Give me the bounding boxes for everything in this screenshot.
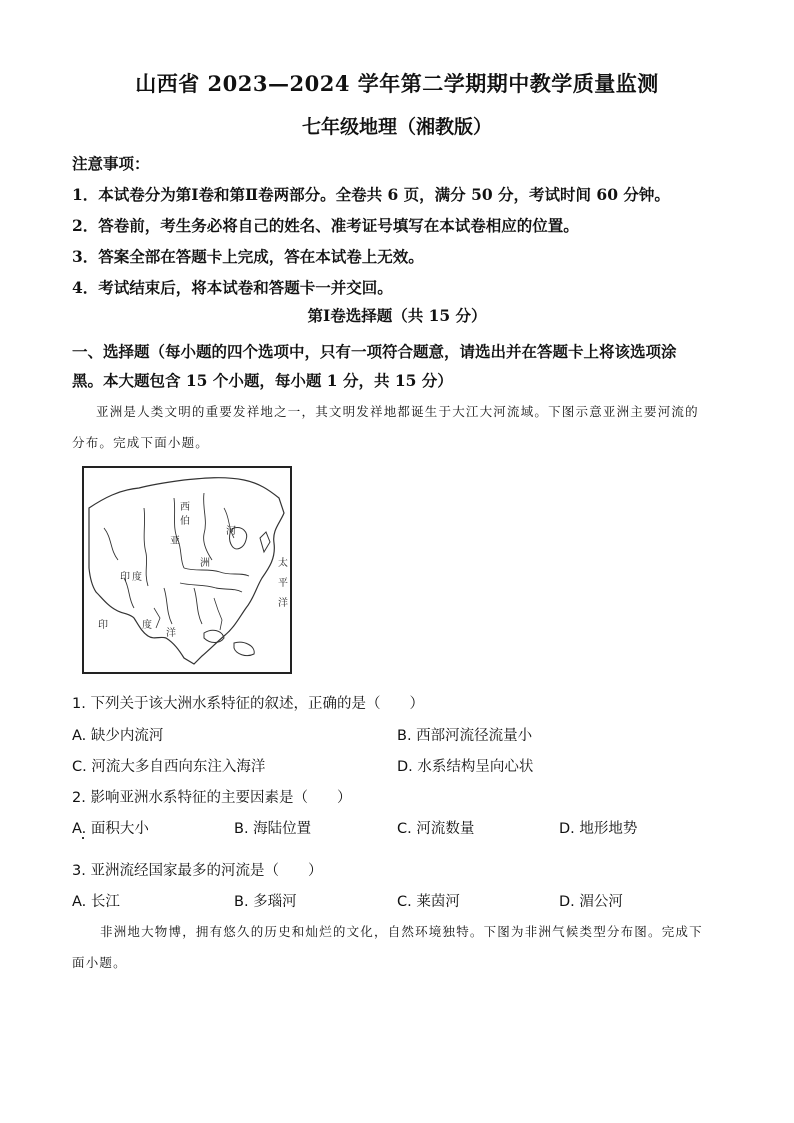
q3-option-c[interactable]: C. 莱茵河 (397, 894, 460, 910)
note-item: 1．本试卷分为第Ⅰ卷和第Ⅱ卷两部分。全卷共 6 页，满分 50 分，考试时间 60 分钟。 (72, 185, 670, 204)
q3-option-b[interactable]: B. 多瑙河 (234, 894, 297, 910)
q1-option-c[interactable]: C. 河流大多自西向东注入海洋 (72, 759, 266, 775)
map-label-west: 伯 (180, 516, 190, 527)
exam-title: 山西省 2023—2024 学年第二学期期中教学质量监测 (135, 71, 659, 96)
map-label-pacific: 太 (278, 558, 288, 569)
map-label-river: 河 (226, 526, 236, 537)
map-label-asia: 亚 (170, 536, 180, 547)
question-1: 1. 下列关于该大洲水系特征的叙述，正确的是（ ） (72, 696, 424, 712)
map-label-west: 西 (180, 502, 190, 513)
exam-subtitle: 七年级地理（湘教版） (301, 116, 492, 138)
stray-mark (82, 837, 84, 839)
map-label-pacific: 洋 (278, 598, 288, 609)
map-label-asia: 洲 (200, 558, 210, 569)
section-instruction-line2: 黑。本大题包含 15 个小题，每小题 1 分，共 15 分） (72, 371, 453, 390)
map-label-indian-ocean: 度 (142, 620, 152, 631)
q1-option-b[interactable]: B. 西部河流径流量小 (397, 728, 533, 744)
map-label-pacific: 平 (278, 578, 288, 589)
note-item: 3．答案全部在答题卡上完成，答在本试卷上无效。 (72, 247, 424, 266)
notes-heading: 注意事项： (72, 154, 150, 173)
question-2: 2. 影响亚洲水系特征的主要因素是（ ） (72, 790, 352, 806)
q2-option-a[interactable]: A. 面积大小 (72, 821, 149, 837)
map-label-indian-ocean: 洋 (166, 628, 176, 639)
intro-asia-line2: 分布。完成下面小题。 (72, 435, 210, 450)
q2-option-c[interactable]: C. 河流数量 (397, 821, 475, 837)
map-label-indian-ocean: 印 (98, 620, 108, 631)
map-label-india: 印 (120, 572, 130, 583)
section-title: 第Ⅰ卷选择题（共 15 分） (307, 306, 487, 325)
map-label-india: 度 (132, 572, 142, 583)
section-instruction-line1: 一、选择题（每小题的四个选项中，只有一项符合题意，请选出并在答题卡上将该选项涂 (72, 342, 677, 361)
intro-africa-line1: 非洲地大物博，拥有悠久的历史和灿烂的文化，自然环境独特。下图为非洲气候类型分布图。完成下 (100, 924, 703, 939)
q1-option-d[interactable]: D. 水系结构呈向心状 (397, 759, 534, 775)
q2-option-b[interactable]: B. 海陆位置 (234, 821, 312, 837)
intro-asia-line1: 亚洲是人类文明的重要发祥地之一，其文明发祥地都诞生于大江大河流域。下图示意亚洲主要河流的 (96, 404, 699, 419)
asia-rivers-map (82, 466, 292, 674)
note-item: 4．考试结束后，将本试卷和答题卡一并交回。 (72, 278, 393, 297)
note-item: 2．答卷前，考生务必将自己的姓名、准考证号填写在本试卷相应的位置。 (72, 216, 579, 235)
intro-africa-line2: 面小题。 (72, 955, 127, 970)
q1-option-a[interactable]: A. 缺少内流河 (72, 728, 164, 744)
q3-option-d[interactable]: D. 湄公河 (559, 894, 623, 910)
q3-option-a[interactable]: A. 长江 (72, 894, 120, 910)
question-3: 3. 亚洲流经国家最多的河流是（ ） (72, 863, 323, 879)
q2-option-d[interactable]: D. 地形地势 (559, 821, 638, 837)
